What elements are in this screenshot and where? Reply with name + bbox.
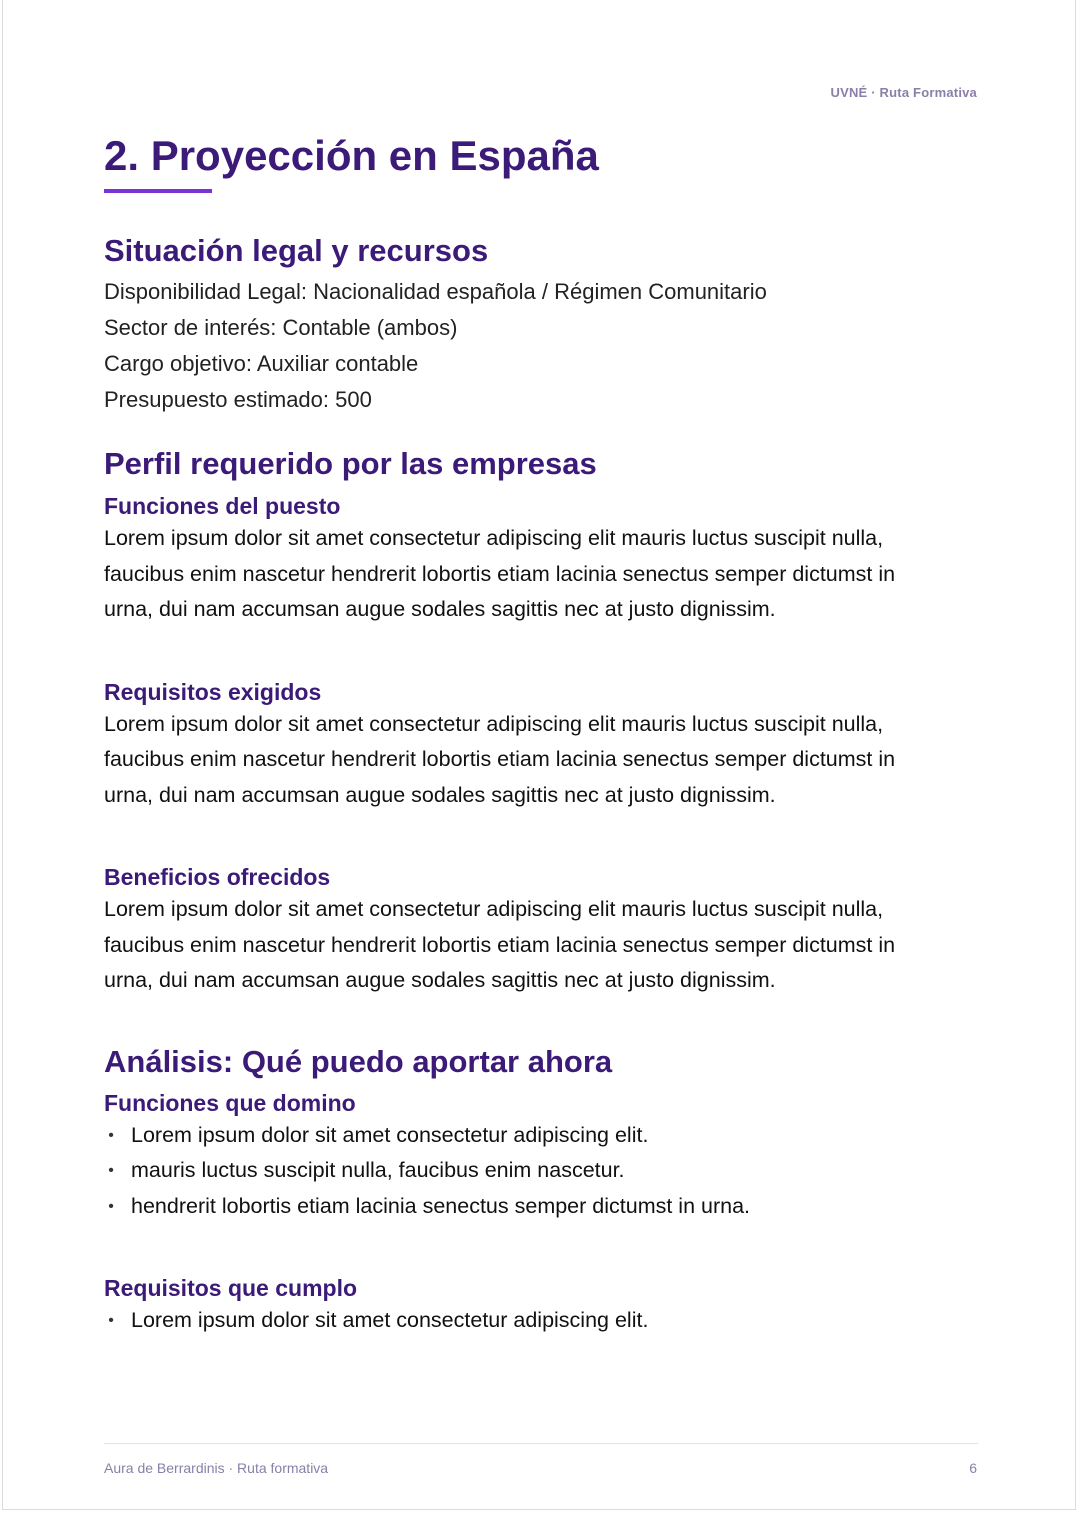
legal-sector: Sector de interés: Contable (ambos) — [104, 315, 458, 340]
text-line: urna, dui nam accumsan augue sodales sagittis nec at justo dignissim. — [104, 782, 776, 807]
list-item — [104, 1118, 978, 1154]
analysis-requirements-title: Requisitos que cumplo — [104, 1275, 358, 1301]
list-item — [104, 1303, 978, 1339]
analysis-requirements-list — [104, 1303, 978, 1339]
page-number: 6 — [969, 1460, 977, 1476]
legal-heading: Situación legal y recursos — [104, 233, 489, 268]
profile-functions-text — [104, 521, 978, 628]
list-item-text: hendrerit lobortis etiam lacinia senectus semper dictumst in urna. — [131, 1193, 751, 1218]
analysis-section — [104, 1042, 978, 1339]
profile-benefits-block — [104, 862, 978, 999]
analysis-functions-list — [104, 1118, 978, 1225]
page-content — [104, 126, 978, 1339]
analysis-functions-title: Funciones que domino — [104, 1089, 356, 1116]
bullet-icon: • — [108, 1312, 114, 1329]
list-item-text: Lorem ipsum dolor sit amet consectetur adipiscing elit. — [131, 1122, 649, 1147]
list-item — [104, 1153, 978, 1189]
bullet-icon: • — [108, 1126, 114, 1144]
profile-functions-block — [104, 491, 978, 628]
profile-benefits-text — [104, 892, 978, 999]
profile-benefits-title: Beneficios ofrecidos — [104, 864, 331, 890]
text-line: Lorem ipsum dolor sit amet consectetur adipiscing elit mauris luctus suscipit nulla, — [104, 526, 884, 550]
title-underline — [104, 189, 212, 193]
text-line: urna, dui nam accumsan augue sodales sagittis nec at justo dignissim. — [104, 968, 776, 992]
text-line: faucibus enim nascetur hendrerit lobortis etiam lacinia senectus semper dictumst in — [104, 561, 896, 586]
profile-requirements-block — [104, 677, 978, 814]
footer-author: Aura de Berrardinis · Ruta formativa — [104, 1460, 329, 1476]
text-line: faucibus enim nascetur hendrerit lobortis etiam lacinia senectus semper dictumst in — [104, 932, 896, 957]
text-line: faucibus enim nascetur hendrerit lobortis etiam lacinia senectus semper dictumst in — [104, 747, 896, 771]
analysis-requirements-block — [104, 1273, 978, 1339]
legal-details — [104, 274, 978, 418]
footer-divider — [104, 1443, 978, 1444]
legal-section — [104, 231, 978, 418]
list-item-text: mauris luctus suscipit nulla, faucibus enim nascetur. — [131, 1158, 625, 1182]
text-line: Lorem ipsum dolor sit amet consectetur adipiscing elit mauris luctus suscipit nulla, — [104, 897, 884, 921]
text-line: urna, dui nam accumsan augue sodales sagittis nec at justo dignissim. — [104, 597, 776, 621]
analysis-functions-block — [104, 1088, 978, 1225]
legal-availability: Disponibilidad Legal: Nacionalidad española / Régimen Comunitario — [104, 279, 767, 304]
document-page — [2, 0, 1076, 1510]
bullet-icon: • — [108, 1162, 114, 1179]
bullet-icon: • — [108, 1197, 114, 1215]
profile-heading: Perfil requerido por las empresas — [104, 446, 597, 481]
list-item-text: Lorem ipsum dolor sit amet consectetur adipiscing elit. — [131, 1308, 649, 1332]
list-item — [104, 1189, 978, 1225]
profile-section — [104, 444, 978, 999]
page-title: 2. Proyección en España — [104, 132, 599, 179]
legal-budget: Presupuesto estimado: 500 — [104, 387, 372, 412]
profile-requirements-text — [104, 707, 978, 814]
profile-functions-title: Funciones del puesto — [104, 493, 341, 519]
running-header: UVNÉ · Ruta Formativa — [830, 85, 977, 100]
profile-requirements-title: Requisitos exigidos — [104, 678, 322, 705]
text-line: Lorem ipsum dolor sit amet consectetur adipiscing elit mauris luctus suscipit nulla, — [104, 711, 884, 736]
analysis-heading: Análisis: Qué puedo aportar ahora — [104, 1043, 613, 1079]
legal-target-role: Cargo objetivo: Auxiliar contable — [104, 351, 419, 376]
